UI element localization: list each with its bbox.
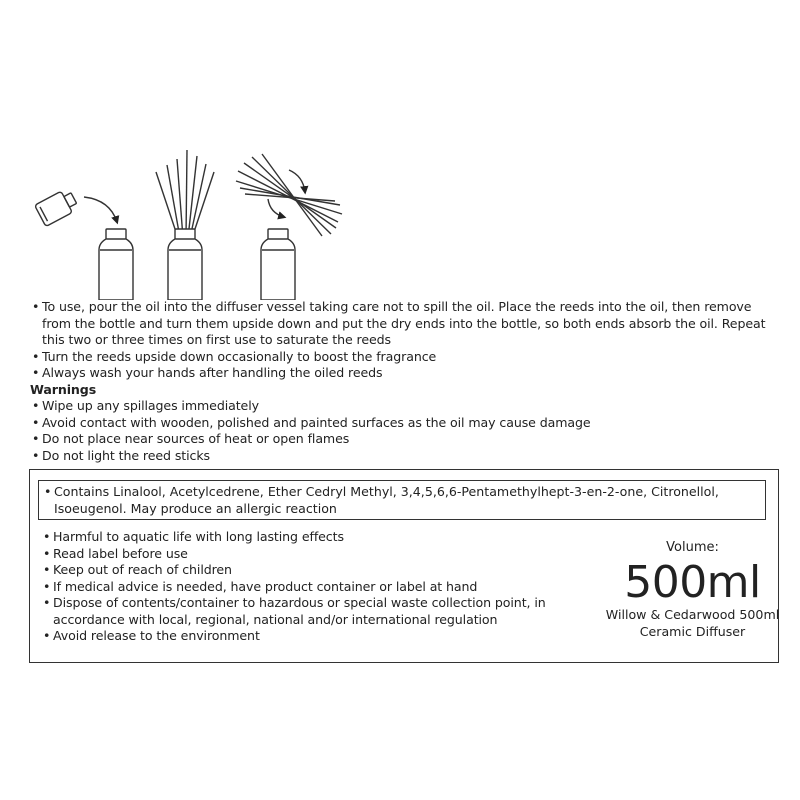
bottle-icon: [261, 229, 295, 300]
product-type: Ceramic Diffuser: [639, 623, 746, 639]
hazard-item: • Keep out of reach of children: [41, 562, 581, 579]
warning-item: • Avoid contact with wooden, polished and painted surfaces as the oil may cause damage: [30, 415, 780, 432]
warnings-heading: Warnings: [30, 381, 97, 397]
hazard-item: • If medical advice is needed, have product container or label at hand: [41, 579, 581, 596]
instruction-item: • Always wash your hands after handling the oiled reeds: [30, 365, 780, 382]
instruction-item: • To use, pour the oil into the diffuser vessel taking care not to spill the oil. Place the reeds into the oil, then remove from the bottle and turn them upside down and put the dry ends into the bottle, so both ends absorb the oil. Repeat this two or three times on first use to saturate the reeds: [30, 299, 780, 349]
hazard-item: • Harmful to aquatic life with long lasting effects: [41, 529, 581, 546]
volume-label: Volume:: [666, 540, 719, 555]
instructions-section: [30, 299, 780, 464]
warning-item: • Do not light the reed sticks: [30, 448, 780, 465]
hazard-item: • Read label before use: [41, 546, 581, 563]
instruction-item: • Turn the reeds upside down occasionally to boost the fragrance: [30, 349, 780, 366]
hazard-list: [41, 529, 581, 645]
flip-reeds-icon: [236, 154, 342, 236]
product-name: Willow & Cedarwood 500ml: [605, 607, 780, 622]
allergen-box: [38, 480, 766, 520]
hazard-item: • Avoid release to the environment: [41, 628, 581, 645]
allergen-text: • Contains Linalool, Acetylcedrene, Ether Cedryl Methyl, 3,4,5,6,6-Pentamethylhept-3-en-2-one, Citronellol, Isoeugenol. May produce an allergic reaction: [42, 484, 759, 517]
usage-illustrations: [0, 0, 800, 300]
safety-label-box: [29, 469, 779, 663]
hazard-item: • Dispose of contents/container to hazardous or special waste collection point, in accordance with local, regional, national and/or international regulation: [41, 595, 581, 628]
volume-value: 500ml: [624, 557, 761, 608]
bottle-icon: [99, 229, 133, 300]
warning-item: • Do not place near sources of heat or open flames: [30, 431, 780, 448]
volume-panel: [565, 539, 800, 640]
warning-item: • Wipe up any spillages immediately: [30, 398, 780, 415]
bottle-with-reeds-icon: [156, 150, 214, 300]
pour-oil-icon: [35, 187, 117, 226]
